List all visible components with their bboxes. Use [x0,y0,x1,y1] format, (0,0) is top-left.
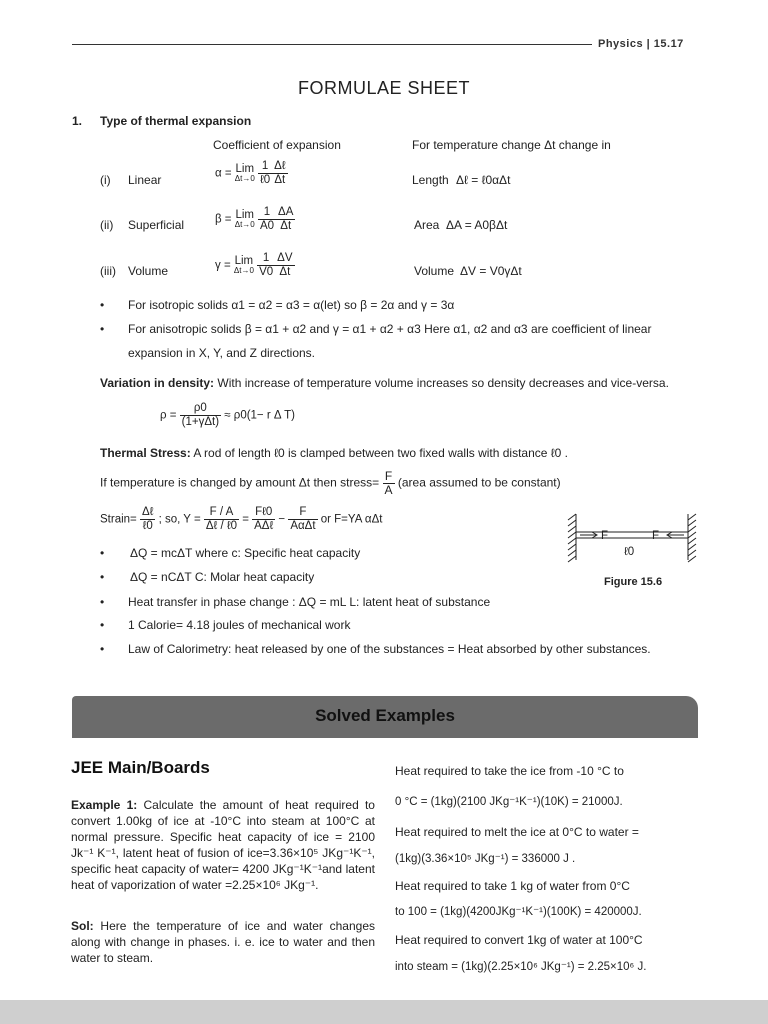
footer-bar [0,1000,768,1024]
page-header: Physics | 15.17 [598,38,684,50]
row-number: (i) [100,173,111,187]
anisotropic-note: For anisotropic solids β = α1 + α2 and γ = α1 + α2 + α3 Here α1, α2 and α3 are coefficient of linear [128,322,652,336]
bullet-dot: • [100,546,105,560]
figure-force-right-label: F [652,530,660,542]
heat-bullet: ΔQ = nCΔT C: Molar heat capacity [130,570,315,584]
change-label: Volume [414,264,455,278]
heat-step-4-equation: into steam = (1kg)(2.25×10⁶ JKg⁻¹) = 2.25×10⁶ J. [395,961,647,973]
figure-caption: Figure 15.6 [604,576,663,588]
stress-formula-line: If temperature is changed by amount Δt then stress= $\frac{F}{A}$ (area assumed to be constant) [100,469,561,497]
bullet-dot: • [100,322,105,336]
row-name: Linear [128,173,162,187]
change-label: Length [412,173,449,187]
bullet-dot: • [100,642,105,656]
example-1-text: Example 1: Calculate the amount of heat required to convert 1.00kg of ice at -10°C into steam at 100°C at normal pressure. Specific heat capacity of ice = 2100 Jk⁻¹ K⁻¹, latent heat of fusion of ice=3.36×10⁵ JKg⁻¹K⁻¹, specific heat capacity of water= 4200 JKg⁻¹K⁻¹and latent heat of vaporization of water =2.25×10⁶ JKg⁻¹. [71,798,375,892]
thermal-stress-paragraph: Thermal Stress: A rod of length ℓ0 is clamped between two fixed walls with distance ℓ0 . [100,446,568,460]
row-name: Volume [128,264,169,278]
section-heading: Type of thermal expansion [100,114,252,128]
isotropic-note: For isotropic solids α1 = α2 = α3 = α(let) so β = 2α and γ = 3α [128,298,455,312]
change-formula: Δℓ = ℓ0αΔt [456,173,511,187]
change-label: Area [414,218,440,232]
jee-heading: JEE Main/Boards [71,758,210,777]
solution-text: Sol: Here the temperature of ice and water changes along with change in phases. i. e. ice to water and then water to steam. [71,919,375,965]
heat-step-2: Heat required to melt the ice at 0°C to water = [395,825,639,839]
change-formula: ΔV = V0γΔt [460,264,522,278]
superficial-coefficient-formula: β = Lim Δt→0 $\frac{1}{A0}$ $\frac{\Delta A}{\Delta t}$ [215,206,294,232]
bullet-dot: • [100,298,105,312]
bullet-dot: • [100,570,105,584]
linear-coefficient-formula: α = Lim Δt→0 $\frac{1}{\text{ℓ0}}$ $\frac{\text{Δℓ}}{\Delta t}$ [215,160,286,186]
heat-step-1: Heat required to take the ice from -10 °C to [395,764,624,778]
heat-step-3-equation: to 100 = (1kg)(4200JKg⁻¹K⁻¹)(100K) = 420000J. [395,906,642,918]
heat-step-2-equation: (1kg)(3.36×10⁵ JKg⁻¹) = 336000 J . [395,853,576,865]
page-title: FORMULAE SHEET [297,78,471,98]
heat-step-1-equation: 0 °C = (1kg)(2100 JKg⁻¹K⁻¹)(10K) = 21000J. [395,796,623,808]
anisotropic-note-cont: expansion in X, Y, and Z directions. [128,346,316,360]
density-formula: ρ = $\frac{\rho 0}{\text{(1+γΔt)}}$ ≈ ρ0(1− r Δ T) [160,402,295,428]
column-header-coefficient: Coefficient of expansion [213,138,341,152]
density-paragraph: Variation in density: With increase of temperature volume increases so density decreases and vice-versa. [100,376,669,390]
row-name: Superficial [128,218,185,232]
section-number: 1. [72,114,83,128]
heat-bullet: 1 Calorie= 4.18 joules of mechanical work [128,618,351,632]
heat-bullet: Heat transfer in phase change : ΔQ = mL L: latent heat of substance [128,595,491,609]
bullet-dot: • [100,595,105,609]
banner-title: Solved Examples [315,706,455,725]
heat-bullet: ΔQ = mcΔT where c: Specific heat capacity [130,546,361,560]
column-header-change: For temperature change Δt change in [412,138,611,152]
strain-formula: Strain= $\frac{\text{Δℓ}}{\text{ℓ0}}$ ; so, Y = $\frac{F / A}{\text{Δℓ / ℓ0}}$ = $\frac{\text{Fℓ0}}{\text{AΔℓ}}$ − $\frac{F}{\text{AαΔt}}$ or F=YA αΔt [100,506,383,532]
volume-coefficient-formula: γ = Lim Δt→0 $\frac{1}{V0}$ $\frac{\Delta V}{\Delta t}$ [215,252,293,278]
figure-force-left-label: F [601,530,609,542]
bullet-dot: • [100,618,105,632]
header-rule [72,44,592,45]
heat-bullet: Law of Calorimetry: heat released by one of the substances = Heat absorbed by other substances. [128,642,651,656]
row-number: (iii) [100,264,116,278]
heat-step-3: Heat required to take 1 kg of water from 0°C [395,879,630,893]
figure-length-label: ℓ0 [624,546,635,558]
figure-rod-between-walls [566,510,698,570]
row-number: (ii) [100,218,114,232]
change-formula: ΔA = A0βΔt [446,218,508,232]
heat-step-4: Heat required to convert 1kg of water at 100°C [395,933,643,947]
